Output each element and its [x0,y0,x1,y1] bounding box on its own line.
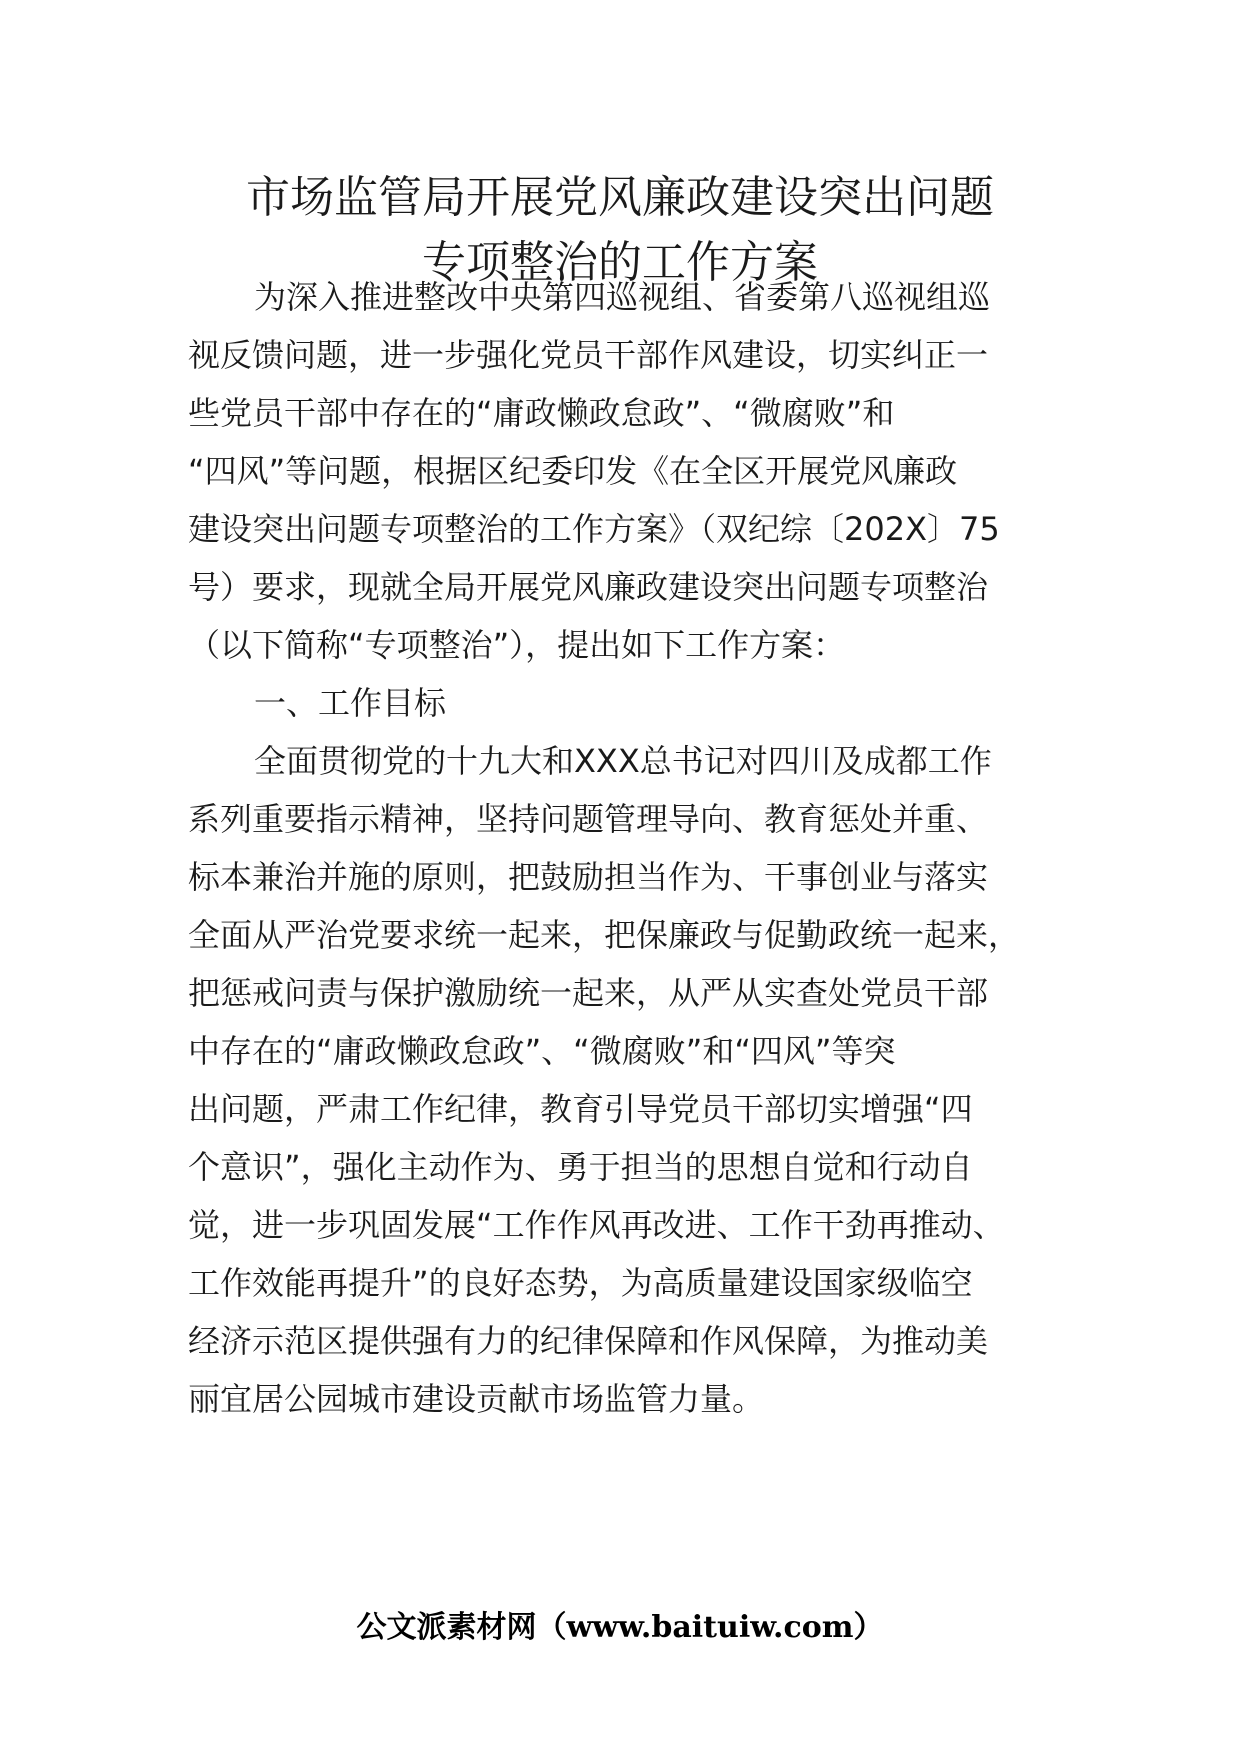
source-footer: 公文派素材网（www.baituiw.com） [356,1610,884,1645]
paragraph-2-line-7: 出问题，严肃工作纪律，教育引导党员干部切实增强“四 [188,1090,973,1128]
paragraph-2-line-3: 标本兼治并施的原则，把鼓励担当作为、干事创业与落实 [188,858,989,896]
paragraph-2-line-9: 觉，进一步巩固发展“工作作风再改进、工作干劲再推动、 [188,1206,1005,1244]
paragraph-2-line-2: 系列重要指示精神，坚持问题管理导向、教育惩处并重、 [188,800,989,838]
paragraph-2-line-1: 全面贯彻党的十九大和XXX总书记对四川及成都工作 [254,742,992,780]
paragraph-2-line-6: 中存在的“庸政懒政怠政”、“微腐败”和“四风”等突 [188,1032,896,1070]
paragraph-1-line-6: 号）要求，现就全局开展党风廉政建设突出问题专项整治 [188,568,989,606]
section-heading-1: 一、工作目标 [254,684,447,722]
paragraph-2-line-4: 全面从严治党要求统一起来，把保廉政与促勤政统一起来， [188,916,1021,954]
paragraph-2-line-11: 经济示范区提供强有力的纪律保障和作风保障，为推动美 [188,1322,989,1360]
paragraph-2-line-12: 丽宜居公园城市建设贡献市场监管力量。 [188,1380,765,1418]
paragraph-1-line-3: 些党员干部中存在的“庸政懒政怠政”、“微腐败”和 [188,394,895,432]
document-title-line-2: 专项整治的工作方案 [422,237,818,288]
paragraph-1-line-4: “四风”等问题，根据区纪委印发《在全区开展党风廉政 [188,452,958,490]
paragraph-1-line-1: 为深入推进整改中央第四巡视组、省委第八巡视组巡 [254,278,991,316]
document-title-line-1: 市场监管局开展党风廉政建设突出问题 [246,172,994,223]
paragraph-1-line-7: （以下简称“专项整治”），提出如下工作方案： [188,626,846,664]
paragraph-2-line-10: 工作效能再提升”的良好态势，为高质量建设国家级临空 [188,1264,973,1302]
paragraph-2-line-8: 个意识”，强化主动作为、勇于担当的思想自觉和行动自 [188,1148,973,1186]
paragraph-2-line-5: 把惩戒问责与保护激励统一起来，从严从实查处党员干部 [188,974,989,1012]
paragraph-1-line-2: 视反馈问题，进一步强化党员干部作风建设，切实纠正一 [188,336,989,374]
paragraph-1-line-5: 建设突出问题专项整治的工作方案》（双纪综〔202X〕75 [188,510,1000,548]
